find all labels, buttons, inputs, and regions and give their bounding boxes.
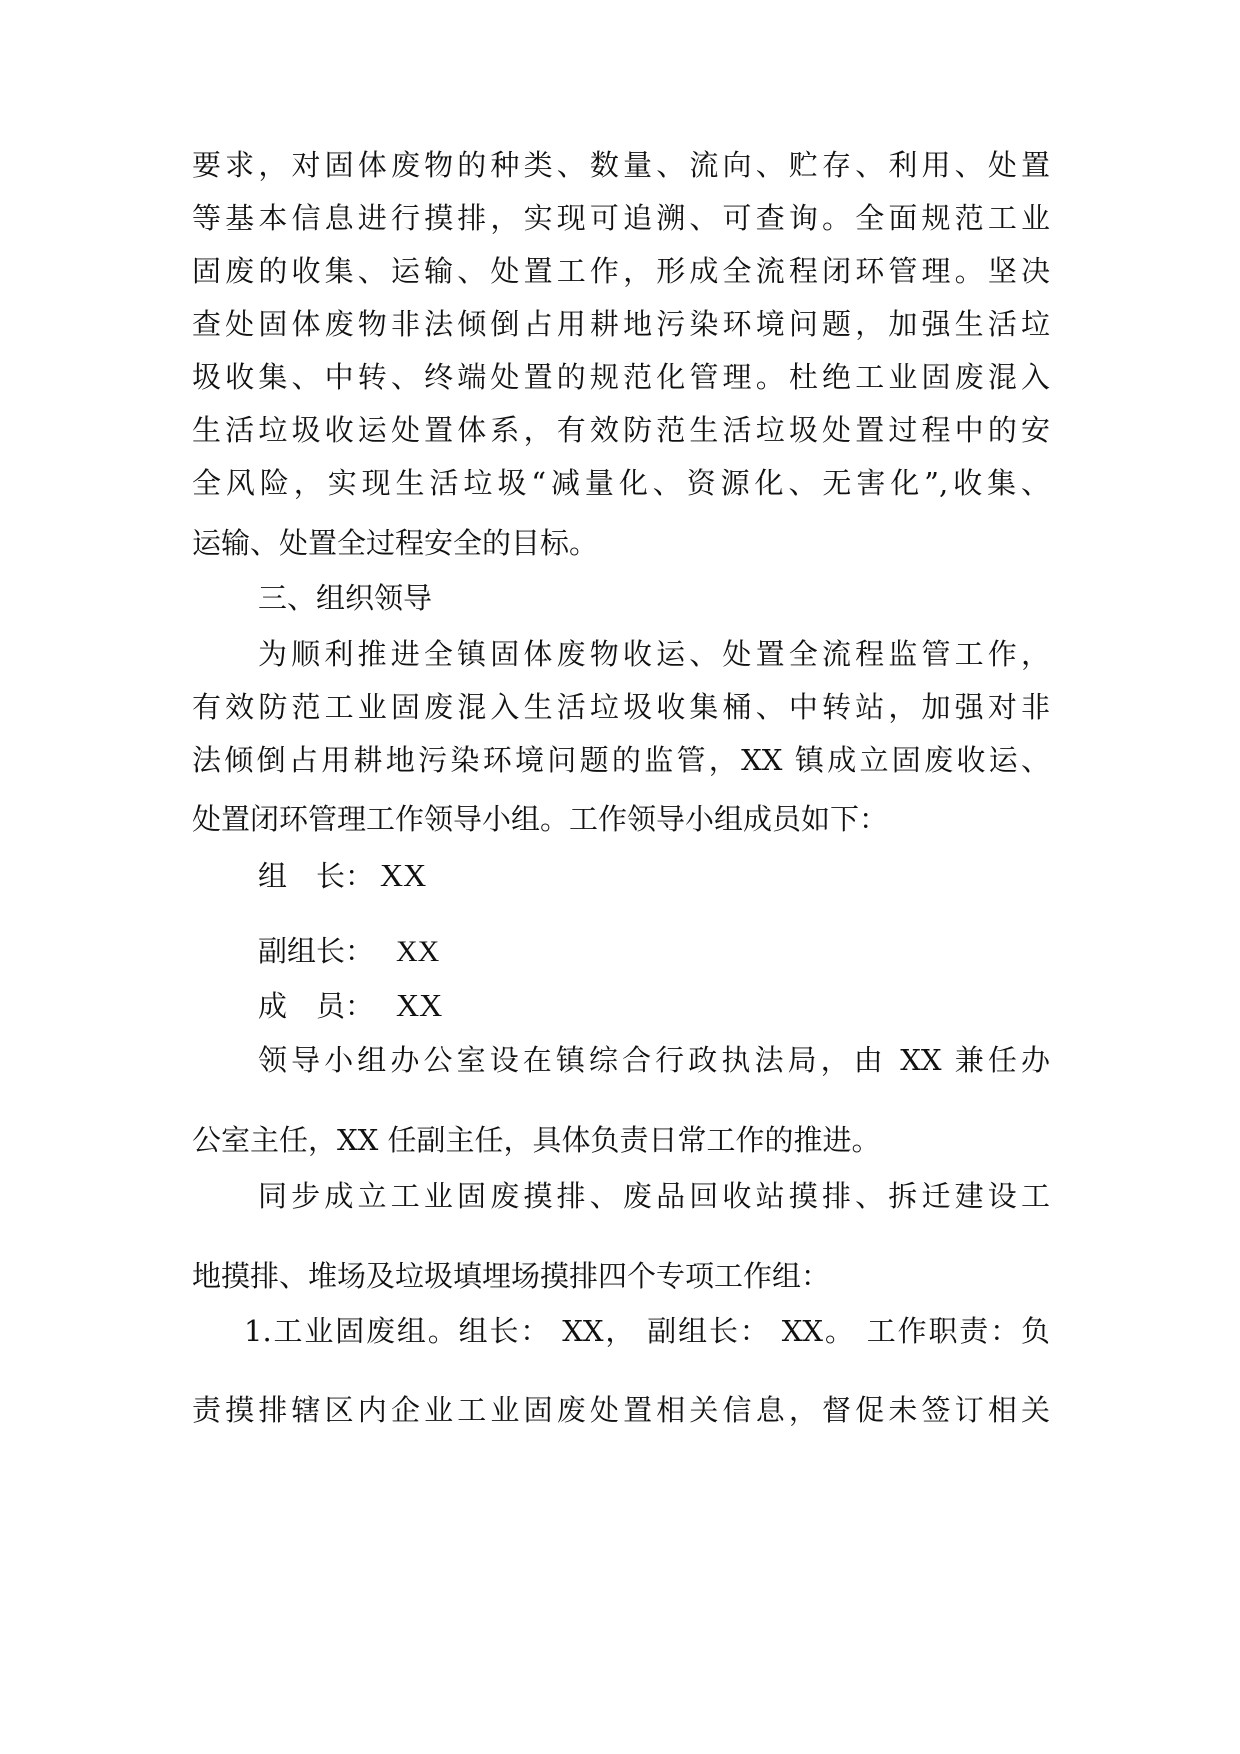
section-heading: 三、组织领导	[258, 581, 433, 615]
member-label: 副组长：	[258, 934, 375, 968]
paragraph-line: 同步成立工业固废摸排、废品回收站摸排、拆迁建设工	[258, 1179, 1050, 1213]
paragraph-line: 固废的收集、运输、处置工作，形成全流程闭环管理。坚决	[192, 254, 1050, 288]
paragraph-line: 圾收集、中转、终端处置的规范化管理。杜绝工业固废混入	[192, 360, 1050, 394]
paragraph-line: 处置闭环管理工作领导小组。工作领导小组成员如下：	[192, 802, 889, 836]
member-value: XX	[380, 857, 427, 893]
member-value: XX	[396, 935, 440, 968]
paragraph-line: 等基本信息进行摸排，实现可追溯、可查询。全面规范工业	[192, 201, 1050, 235]
member-row-deputy	[258, 931, 439, 972]
paragraph-line: 为顺利推进全镇固体废物收运、处置全流程监管工作，	[258, 637, 1050, 671]
paragraph-line: 地摸排、堆场及垃圾填埋场摸排四个专项工作组：	[192, 1259, 831, 1293]
paragraph-line: 法倾倒占用耕地污染环境问题的监管，XX 镇成立固废收运、	[192, 743, 1050, 777]
paragraph-line: 运输、处置全过程安全的目标。	[192, 526, 599, 560]
paragraph-line: 全风险，实现生活垃圾“减量化、资源化、无害化”,收集、	[192, 466, 1050, 500]
list-item-line: 责摸排辖区内企业工业固废处置相关信息，督促未签订相关	[192, 1393, 1050, 1427]
paragraph-line: 查处固体废物非法倾倒占用耕地污染环境问题，加强生活垃	[192, 307, 1050, 341]
member-row-leader	[258, 855, 426, 896]
list-item-line: 1.工业固废组。组长： XX， 副组长： XX。 工作职责：负	[244, 1314, 1050, 1348]
paragraph-line: 要求，对固体废物的种类、数量、流向、贮存、利用、处置	[192, 148, 1050, 182]
member-label: 成 员：	[258, 989, 375, 1023]
member-label: 组 长：	[258, 859, 375, 893]
member-row-members	[258, 985, 442, 1026]
paragraph-line: 公室主任，XX 任副主任，具体负责日常工作的推进。	[192, 1123, 881, 1157]
paragraph-line: 领导小组办公室设在镇综合行政执法局，由 XX 兼任办	[258, 1043, 1050, 1077]
paragraph-line: 有效防范工业固废混入生活垃圾收集桶、中转站，加强对非	[192, 690, 1050, 724]
member-value: XX	[396, 987, 443, 1023]
paragraph-line: 生活垃圾收运处置体系，有效防范生活垃圾处置过程中的安	[192, 413, 1050, 447]
